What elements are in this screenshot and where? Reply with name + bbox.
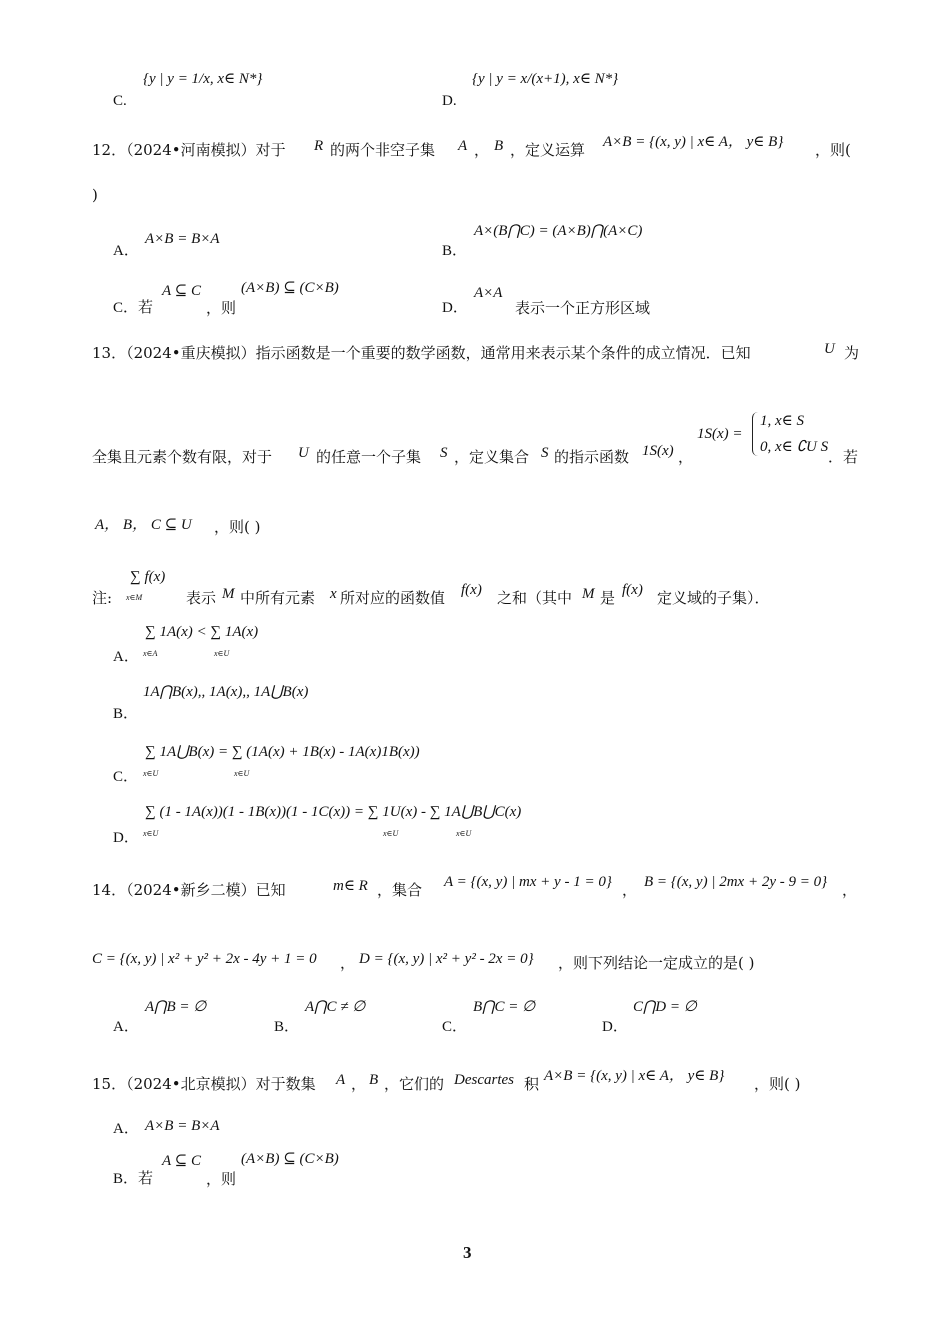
q12-option-a-math: A×B = B×A — [145, 231, 220, 247]
q14-option-c-math: B⋂C = ∅ — [473, 999, 536, 1015]
q13-stem-a: 13．（2024•重庆模拟）指示函数是一个重要的数学函数，通常用来表示某个条件的成立情况．已知 — [92, 344, 751, 362]
q12-option-a-label: A． — [113, 243, 139, 259]
q15-var-a: A — [336, 1072, 346, 1088]
q13-option-d-sub-3: x∈U — [456, 829, 472, 838]
q15-option-a-math: A×B = B×A — [145, 1118, 220, 1134]
q13-var-s: S — [440, 445, 448, 461]
q15-option-b-cond: A ⊆ C — [162, 1153, 201, 1169]
q15-descartes: Descartes — [454, 1072, 514, 1088]
q15-var-b: B — [369, 1072, 379, 1088]
q15-stem-b: ，它们的 — [384, 1075, 445, 1093]
q14-m-in-r: m∈ R — [333, 878, 368, 894]
q13-stem-f: ， — [678, 448, 694, 466]
q12-stem-c: ，定义运算 — [510, 141, 586, 159]
q14-option-d-label: D． — [602, 1019, 628, 1035]
q14-set-b: B = {(x, y) | 2mx + 2y - 9 = 0} — [644, 874, 828, 890]
q15-option-b-label: B．若 — [113, 1171, 154, 1187]
q12-var-r: R — [314, 138, 324, 154]
q13-var-u2: U — [298, 445, 309, 461]
q12-option-c-math: (A×B) ⊆ (C×B) — [241, 280, 339, 296]
q13-note-b: 中所有元素 — [240, 589, 316, 607]
q14-comma: ， — [622, 881, 638, 899]
q13-stem-d: ，定义集合 — [454, 448, 530, 466]
q14-option-b-label: B． — [274, 1019, 300, 1035]
q14-stem-a: 14．（2024•新乡二模）已知 — [92, 881, 286, 899]
q11-option-c-math: {y | y = 1/x, x∈ N*} — [143, 71, 263, 87]
q11-option-c-label: C. — [113, 93, 127, 109]
q12-stem-a: 12．（2024•河南模拟）对于 — [92, 141, 286, 159]
q13-note-m2: M — [582, 586, 595, 602]
q13-option-a-sub-2: x∈U — [214, 649, 230, 658]
q14-option-b-math: A⋂C ≠ ∅ — [305, 999, 366, 1015]
q15-stem-c: 积 — [524, 1075, 540, 1093]
q12-var-b: B — [494, 138, 504, 154]
q15-definition: A×B = {(x, y) | x∈ A， y∈ B} — [544, 1068, 725, 1084]
q13-option-a-math: ∑ 1A(x) < ∑ 1A(x) — [145, 624, 259, 640]
q13-sets: A， B， C ⊆ U — [95, 517, 192, 533]
q13-piecewise-case-2: 0, x∈ ∁U S — [760, 439, 829, 455]
q13-note-fx: f(x) — [461, 582, 482, 598]
q13-note-fx2: f(x) — [622, 582, 643, 598]
q15-comma: ， — [351, 1075, 367, 1093]
q15-stem-a: 15．（2024•北京模拟）对于数集 — [92, 1075, 316, 1093]
q14-stem-c: ，则下列结论一定成立的是( ) — [558, 954, 755, 972]
q12-definition: A×B = {(x, y) | x∈ A， y∈ B} — [603, 134, 784, 150]
q13-option-c-math: ∑ 1A⋃B(x) = ∑ (1A(x) + 1B(x) - 1A(x)1B(x)) — [145, 744, 420, 760]
q13-note-a: 表示 — [186, 589, 217, 607]
q13-note-c: 所对应的函数值 — [340, 589, 446, 607]
q12-option-c-cond: A ⊆ C — [162, 283, 201, 299]
q13-stem-e: 的指示函数 — [554, 448, 630, 466]
q13-note-f: 定义域的子集）． — [657, 589, 770, 607]
q14-stem-b: ，集合 — [377, 881, 423, 899]
q12-option-d-text: 表示一个正方形区域 — [515, 299, 651, 317]
q13-option-d-sub-1: x∈U — [143, 829, 159, 838]
q12-comma: ， — [474, 141, 490, 159]
q13-stem-b: 全集且元素个数有限，对于 — [92, 448, 273, 466]
q12-option-b-math: A×(B⋂C) = (A×B)⋂(A×C) — [474, 223, 643, 239]
q14-option-a-label: A． — [113, 1019, 139, 1035]
q14-option-c-label: C． — [442, 1019, 468, 1035]
q13-option-c-label: C． — [113, 769, 139, 785]
q13-stem-a2: 为 — [844, 344, 860, 362]
q13-var-s2: S — [541, 445, 549, 461]
q12-stem-d: ，则( — [815, 141, 851, 159]
q14-set-c: C = {(x, y) | x² + y² + 2x - 4y + 1 = 0 — [92, 951, 317, 967]
q14-option-d-math: C⋂D = ∅ — [633, 999, 697, 1015]
q13-note-x: x — [330, 586, 337, 602]
q13-note-sum: ∑ f(x) — [130, 569, 166, 585]
page-number: 3 — [463, 1243, 472, 1262]
q13-option-c-sub-1: x∈U — [143, 769, 159, 778]
q13-option-d-sub-2: x∈U — [383, 829, 399, 838]
q13-option-b-math: 1A⋂B(x),, 1A(x),, 1A⋃B(x) — [143, 684, 309, 700]
q14-set-d: D = {(x, y) | x² + y² - 2x = 0} — [359, 951, 534, 967]
q13-note-m: M — [222, 586, 235, 602]
q13-var-u: U — [824, 341, 835, 357]
q11-option-d-label: D. — [442, 93, 457, 109]
q12-var-a: A — [458, 138, 468, 154]
q14-option-a-math: A⋂B = ∅ — [145, 999, 207, 1015]
q14-comma-2: ， — [842, 881, 858, 899]
q13-stem-c: 的任意一个子集 — [316, 448, 422, 466]
q12-paren-close: ) — [92, 186, 98, 204]
q13-note-d: 之和（其中 — [497, 589, 573, 607]
q12-stem-b: 的两个非空子集 — [330, 141, 436, 159]
q15-stem-d: ，则( ) — [754, 1075, 801, 1093]
q14-comma-3: ， — [340, 954, 356, 972]
q12-option-c-label: C．若 — [113, 300, 154, 316]
q13-option-d-label: D． — [113, 830, 139, 846]
q11-option-d-math: {y | y = x/(x+1), x∈ N*} — [472, 71, 619, 87]
q12-option-c-then: ，则 — [206, 299, 237, 317]
q13-option-d-math: ∑ (1 - 1A(x))(1 - 1B(x))(1 - 1C(x)) = ∑ 1U(x) - ∑ 1A⋃B⋃C(x) — [145, 804, 522, 820]
q12-option-d-math: A×A — [474, 285, 503, 301]
q13-option-a-sub-1: x∈A — [143, 649, 158, 658]
q13-note-e: 是 — [600, 589, 616, 607]
q13-piecewise-lhs: 1S(x) = — [697, 426, 743, 442]
q14-set-a: A = {(x, y) | mx + y - 1 = 0} — [444, 874, 612, 890]
q13-option-b-label: B． — [113, 706, 139, 722]
q13-stem-g: ．若 — [828, 448, 859, 466]
q13-stem-h: ，则( ) — [214, 518, 261, 536]
q13-indicator-func: 1S(x) — [642, 443, 674, 459]
q13-note-label: 注: — [92, 589, 113, 607]
q13-note-sub: x∈M — [126, 593, 143, 602]
q12-option-b-label: B． — [442, 243, 468, 259]
q13-option-a-label: A． — [113, 649, 139, 665]
piecewise-brace — [752, 412, 760, 456]
q12-option-d-label: D． — [442, 300, 468, 316]
q13-piecewise-case-1: 1, x∈ S — [760, 413, 805, 429]
q15-option-b-math: (A×B) ⊆ (C×B) — [241, 1151, 339, 1167]
q15-option-b-then: ，则 — [206, 1170, 237, 1188]
q15-option-a-label: A． — [113, 1121, 139, 1137]
q13-option-c-sub-2: x∈U — [234, 769, 250, 778]
